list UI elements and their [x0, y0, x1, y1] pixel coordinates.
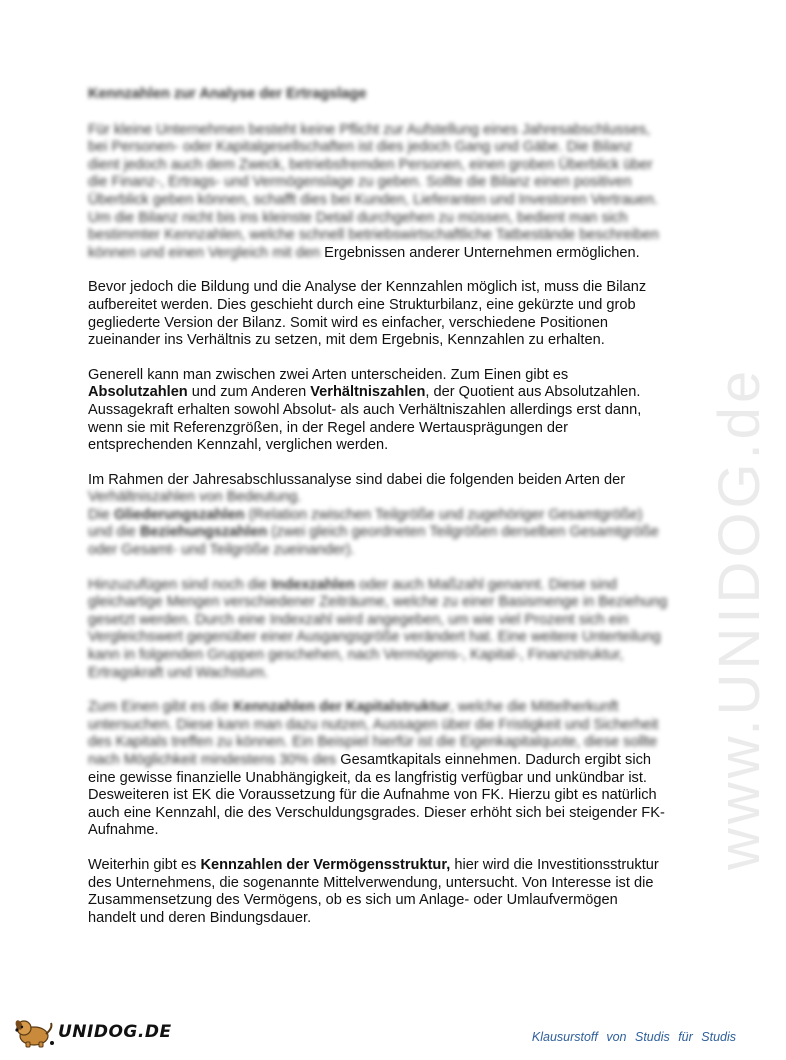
text-run: und zum Anderen — [187, 384, 311, 401]
term-absolutzahlen: Absolutzahlen — [88, 384, 188, 401]
term-beziehungszahlen: Beziehungszahlen — [139, 524, 268, 541]
paragraph-vermoegensstruktur — [88, 857, 668, 927]
unidog-logo[interactable] — [12, 1016, 172, 1048]
text-run: , der Quotient aus Absolutzahlen. Aussagekraft erhalten sowohl Absolut- als auch Verhältniszahlen allerdings erst dann, wenn sie mit Referenzgrößen, in der Regel andere Wertausprägungen der entsprechenden Kennzahl, verglichen werden. — [88, 384, 642, 454]
text-run: Zum Einen gibt es die — [88, 699, 234, 716]
text-run: Weiterhin gibt es — [88, 856, 201, 873]
term-verhaeltniszahlen: Verhältniszahlen — [310, 384, 426, 401]
term-vermoegensstruktur: Kennzahlen der Vermögensstruktur, — [200, 856, 451, 873]
paragraph-text: Im Rahmen der Jahresabschlussanalyse sind dabei die folgenden beiden Arten der — [88, 471, 626, 488]
blurred-text: Für kleine Unternehmen besteht keine Pflicht zur Aufstellung eines Jahresabschlusses, bei Personen- oder Kapitalgesellschaften ist dies jedoch Gang und Gäbe. Die Bilanz dient jedoch auch dem Zweck, betriebsfremden Personen, einen groben Überblick über die Finanz-, Ertrags- und Vermögenslage zu geben. Sollte die Bilanz einen positiven Überblick geben können, schafft dies bei Kunden, Lieferanten und Investoren Vertrauen. Um die Bilanz nicht bis ins kleinste Detail durchgehen zu müssen, bedient man sich bestimmter Kennzahlen, welche schnell betriebswirtschaftliche Tatbestände beschreiben können und einen Vergleich mit den — [88, 121, 659, 261]
dog-mascot-icon — [12, 1016, 56, 1048]
paragraph-arten — [88, 367, 668, 455]
text-run: Verhältniszahlen von Bedeutung. — [88, 489, 302, 506]
paragraph-indexzahlen — [88, 577, 668, 683]
text-run: , welche die Mittelherkunft untersuchen. Diese kann man dazu nutzen, Aussagen über die Fristigkeit und Sicherheit des Kapitals treffen zu können. Ein Beispiel hierfür ist die Eigenkapitalquote, diese sollte nach Möglichkeit mindestens 30% des — [88, 699, 659, 768]
text-run: (Relation zwischen Teilgröße und zugehöriger Gesamtgröße) und die — [88, 506, 643, 541]
text-run: Hinzuzufügen sind noch die — [88, 576, 272, 593]
text-run: oder auch Maßzahl genannt. Diese sind gleichartige Mengen verschiedener Zeiträume, welche zu einer Basismenge in Beziehung gesetzt werden. Durch eine Indexzahl wird angegeben, um wie viel Prozent sich ein Vergleichswert gegenüber einer Ausgangsgröße verändert hat. Eine weitere Unterteilung kann in folgenden Gruppen geschehen, nach Vermögens-, Kapital-, Finanzstruktur, Ertragskraft und Wachstum. — [88, 576, 668, 681]
text-run: hier wird die Investitionsstruktur des Unternehmens, die sogenannte Mittelverwendung, untersucht. Von Interesse ist die Zusammensetzung des Vermögens, ob es sich um Anlage- oder Umlaufvermögen handelt und deren Bindungsdauer. — [88, 856, 659, 926]
paragraph-strukturbilanz: Bevor jedoch die Bildung und die Analyse der Kennzahlen möglich ist, muss die Bilanz aufbereitet werden. Dies geschieht durch eine Strukturbilanz, eine gekürzte und grob gegliederte Version der Bilanz. Somit wird es einfacher, verschiedene Positionen zueinander ins Verhältnis zu setzen, mit dem Ergebnis, Kennzahlen zu erhalten. — [88, 279, 647, 349]
logo-text: UNIDOG.DE — [58, 1022, 172, 1042]
term-kapitalstruktur: Kennzahlen der Kapitalstruktur — [233, 699, 450, 716]
paragraph-text: Ergebnissen anderer Unternehmen ermöglichen. — [324, 244, 640, 261]
term-indexzahlen: Indexzahlen — [271, 576, 355, 593]
text-run: Die — [88, 506, 114, 523]
term-gliederungszahlen: Gliederungszahlen — [113, 506, 245, 523]
paragraph-intro — [88, 122, 668, 263]
text-run: Generell kann man zwischen zwei Arten unterscheiden. Zum Einen gibt es — [88, 366, 569, 383]
section-heading: Kennzahlen zur Analyse der Ertragslage — [88, 86, 367, 102]
paragraph-text: Gesamtkapitals einnehmen. Dadurch ergibt sich eine gewisse finanzielle Unabhängigkeit, da es langfristig verfügbar und unkündbar ist. Desweiteren ist EK die Voraussetzung für die Aufnahme von FK. Hierzu gibt es natürlich auch eine Kennzahl, die des Verschuldungsgrades. Dieser erhöht sich bei steigender FK-Aufnahme. — [88, 752, 665, 839]
text-run: (zwei gleich geordneten Teilgrößen derselben Gesamtgröße oder Gesamt- und Teilgröße zueinander). — [88, 524, 659, 559]
paragraph-kapitalstruktur — [88, 699, 668, 840]
paragraph-jahresabschluss — [88, 472, 668, 560]
document-body — [88, 86, 668, 944]
watermark-text: www.UNIDOG.de — [707, 366, 772, 870]
blurred-text — [88, 489, 659, 558]
footer-tagline: Klausurstoff von Studis für Studis — [531, 1030, 736, 1044]
